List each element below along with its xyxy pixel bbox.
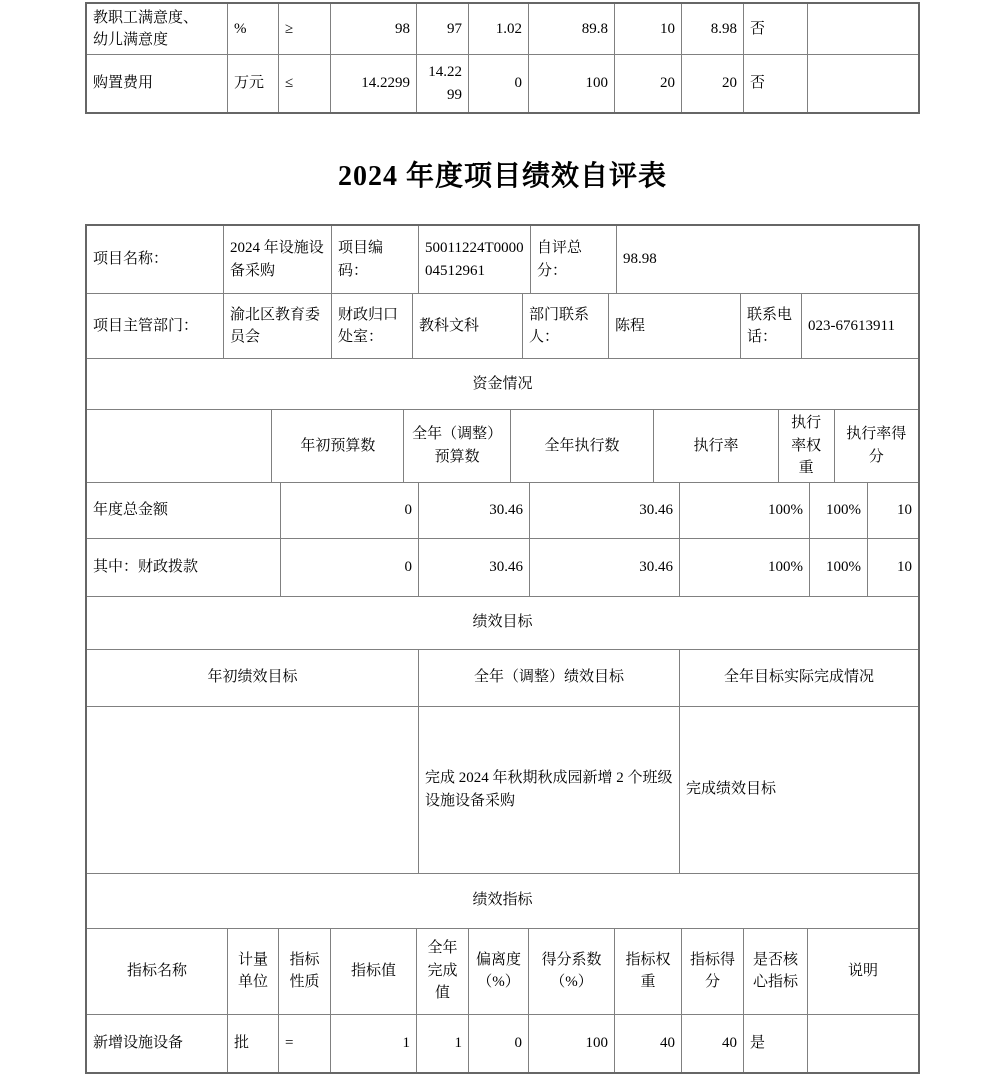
execution-rate-value: 100% xyxy=(680,483,810,538)
score-coefficient-cell: 100 xyxy=(529,55,615,112)
funding-row-annual-total xyxy=(87,483,918,539)
initial-budget-value: 0 xyxy=(281,539,419,596)
execution-rate-value: 100% xyxy=(680,539,810,596)
indicator-name-cell: 教职工满意度、幼儿满意度 xyxy=(87,4,228,54)
core-indicator-cell: 否 xyxy=(744,55,808,112)
page-title: 2024 年度项目绩效自评表 xyxy=(337,161,667,192)
indicator-value-cell: 98 xyxy=(331,4,417,54)
annual-completion-cell: 97 xyxy=(417,4,469,54)
main-table xyxy=(85,224,920,1074)
remark-cell xyxy=(808,55,918,112)
adjusted-budget-value: 30.46 xyxy=(419,483,530,538)
header-core-indicator: 是否核心指标 xyxy=(744,929,808,1014)
indicator-value-cell: 14.2299 xyxy=(331,55,417,112)
goals-header-row xyxy=(87,650,918,707)
indicator-value-cell: 1 xyxy=(331,1015,417,1072)
indicator-weight-cell: 10 xyxy=(615,4,682,54)
indicator-name-cell: 新增设施设备 xyxy=(87,1015,228,1072)
project-code-value: 50011224T000004512961 xyxy=(419,226,531,293)
indicator-data-row xyxy=(87,1015,918,1072)
indicators-section-row xyxy=(87,874,918,929)
goals-section-title: 绩效目标 xyxy=(472,614,533,631)
competent-department-label: 项目主管部门： xyxy=(87,294,224,358)
unit-cell: 批 xyxy=(228,1015,279,1072)
funding-header-rate-weight: 执行率权重 xyxy=(779,410,835,482)
funding-header-row xyxy=(87,410,918,483)
annual-completion-cell: 14.2299 xyxy=(417,55,469,112)
funding-header-rate-score: 执行率得分 xyxy=(846,426,907,465)
competent-department-value: 渝北区教育委员会 xyxy=(224,294,332,358)
annual-completion-cell: 1 xyxy=(417,1015,469,1072)
project-name-label: 项目名称： xyxy=(87,226,224,293)
goals-header-actual: 全年目标实际完成情况 xyxy=(723,669,874,686)
funding-header-execution-rate: 执行率 xyxy=(654,410,778,482)
funding-section-row xyxy=(87,359,918,410)
funding-row-fiscal-allocation xyxy=(87,539,918,597)
header-indicator-value: 指标值 xyxy=(331,929,417,1014)
indicator-weight-cell: 20 xyxy=(615,55,682,112)
indicator-nature-cell: = xyxy=(279,1015,331,1072)
finance-office-label: 财政归口处室： xyxy=(332,294,413,358)
deviation-cell: 0 xyxy=(469,1015,529,1072)
self-eval-score-label: 自评总分： xyxy=(531,226,617,293)
rate-weight-value: 100% xyxy=(810,539,868,596)
header-indicator-score: 指标得分 xyxy=(682,929,744,1014)
indicator-weight-cell: 40 xyxy=(615,1015,682,1072)
rate-score-value: 10 xyxy=(897,501,912,518)
header-annual-completion: 全年完成值 xyxy=(417,929,469,1014)
funding-section-title: 资金情况 xyxy=(472,375,533,392)
indicator-nature-cell: ≤ xyxy=(279,55,331,112)
project-name-value: 2024 年设施设备采购 xyxy=(224,226,332,293)
unit-cell: 万元 xyxy=(228,55,279,112)
indicators-header-row xyxy=(87,929,918,1015)
header-indicator-nature: 指标性质 xyxy=(279,929,331,1014)
funding-row-label: 年度总金额 xyxy=(87,483,281,538)
indicator-name-cell: 购置费用 xyxy=(87,55,228,112)
document-page xyxy=(85,2,920,1074)
header-remark: 说明 xyxy=(847,962,878,979)
deviation-cell: 0 xyxy=(469,55,529,112)
top-indicator-table-continuation xyxy=(85,2,920,114)
indicator-nature-cell: ≥ xyxy=(279,4,331,54)
contact-phone-label: 联系电话： xyxy=(741,294,802,358)
table-row xyxy=(87,55,918,112)
contact-person-label: 部门联系人： xyxy=(523,294,609,358)
table-row xyxy=(87,4,918,55)
contact-phone-value: 023-67613911 xyxy=(808,317,895,334)
contact-person-value: 陈程 xyxy=(609,294,741,358)
core-indicator-cell: 否 xyxy=(744,4,808,54)
funding-header-executed: 全年执行数 xyxy=(511,410,654,482)
goals-content-row xyxy=(87,707,918,874)
rate-score-value: 10 xyxy=(897,558,912,575)
header-score-coefficient: 得分系数（%） xyxy=(529,929,615,1014)
project-info-row-2 xyxy=(87,294,918,359)
indicator-score-cell: 40 xyxy=(682,1015,744,1072)
executed-value: 30.46 xyxy=(530,539,680,596)
unit-cell: % xyxy=(228,4,279,54)
project-code-label: 项目编码： xyxy=(332,226,419,293)
indicator-score-cell: 20 xyxy=(682,55,744,112)
header-unit: 计量单位 xyxy=(228,929,279,1014)
indicator-score-cell: 8.98 xyxy=(682,4,744,54)
header-deviation: 偏离度（%） xyxy=(469,929,529,1014)
funding-row-label: 其中：财政拨款 xyxy=(87,539,281,596)
goals-adjusted-value: 完成 2024 年秋期秋成园新增 2 个班级设施设备采购 xyxy=(419,707,680,873)
deviation-cell: 1.02 xyxy=(469,4,529,54)
project-info-row-1 xyxy=(87,226,918,294)
funding-header-adjusted-budget: 全年（调整）预算数 xyxy=(404,410,510,482)
header-indicator-weight: 指标权重 xyxy=(615,929,682,1014)
adjusted-budget-value: 30.46 xyxy=(419,539,530,596)
remark-cell xyxy=(808,1015,918,1072)
initial-budget-value: 0 xyxy=(281,483,419,538)
finance-office-value: 教科文科 xyxy=(413,294,523,358)
goals-header-adjusted: 全年（调整）绩效目标 xyxy=(419,650,680,706)
indicators-section-title: 绩效指标 xyxy=(472,892,533,909)
score-coefficient-cell: 100 xyxy=(529,1015,615,1072)
goals-initial-value xyxy=(87,707,419,873)
remark-cell xyxy=(808,4,918,54)
funding-header-initial-budget: 年初预算数 xyxy=(272,410,404,482)
score-coefficient-cell: 89.8 xyxy=(529,4,615,54)
self-eval-score-value: 98.98 xyxy=(623,251,657,268)
header-indicator-name: 指标名称 xyxy=(87,929,228,1014)
goals-header-initial: 年初绩效目标 xyxy=(87,650,419,706)
goals-actual-value: 完成绩效目标 xyxy=(686,781,777,798)
funding-header-blank xyxy=(87,410,272,482)
executed-value: 30.46 xyxy=(530,483,680,538)
rate-weight-value: 100% xyxy=(810,483,868,538)
goals-section-row xyxy=(87,597,918,650)
core-indicator-cell: 是 xyxy=(744,1015,808,1072)
